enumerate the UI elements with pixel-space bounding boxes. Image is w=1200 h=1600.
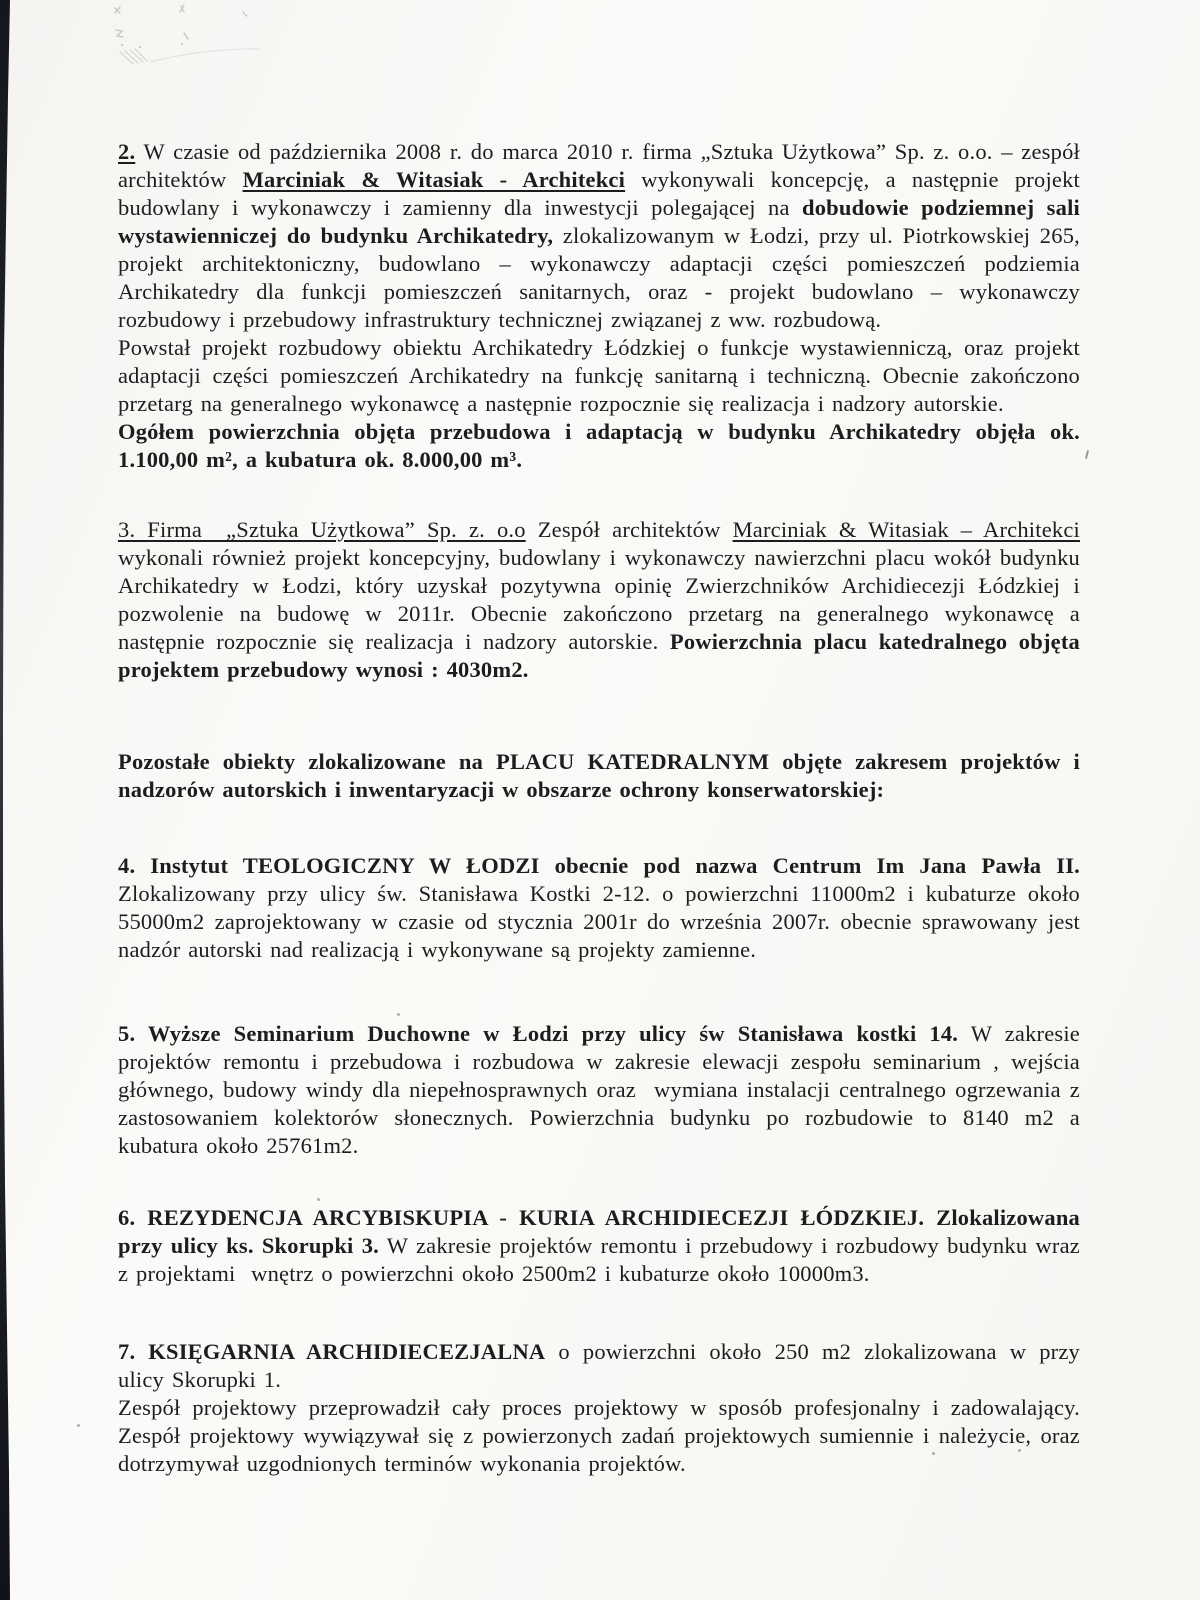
- item-6: [118, 1204, 1088, 1288]
- text-run: wykonywali koncepcję, a następnie projekt budowlany i wykonawczy i zamienny dla inwestycji polegającej na: [118, 167, 1088, 220]
- text-run: Marciniak & Witasiak – Architekci: [732, 517, 1080, 542]
- text-run: W czasie od października 2008 r. do marca 2010 r. firma „Sztuka Użytkowa” Sp. z. o.o. – zespół architektów: [118, 139, 1088, 192]
- document-body: [118, 138, 1088, 1478]
- item-2: [118, 138, 1088, 334]
- text-run: Powierzchnia placu katedralnego objęta projektem przebudowy wynosi : 4030m2.: [118, 629, 1088, 682]
- text-run: dobudowie podziemnej sali wystawienniczej do budynku Archikatedry,: [118, 195, 1088, 248]
- text-run: 7. KSIĘGARNIA ARCHIDIECEZJALNA: [118, 1339, 546, 1364]
- text-run: 4. Instytut TEOLOGICZNY W ŁODZI obecnie pod nazwa Centrum Im Jana Pawła II.: [118, 853, 1080, 878]
- text-run: Pozostałe obiekty zlokalizowane na PLACU KATEDRALNYM objęte zakresem projektów i nadzorów autorskich i inwentaryzacji w obszarze ochrony konserwatorskiej:: [118, 749, 1088, 802]
- scan-speck: [77, 1424, 80, 1427]
- text-run: Zespół architektów: [525, 517, 733, 542]
- pencil-marks-artifact: [80, 0, 300, 80]
- scanner-edge-artifact: [0, 0, 14, 1600]
- scan-speck: [1085, 450, 1089, 459]
- item-4: [118, 852, 1088, 964]
- scan-speck: [932, 1452, 935, 1455]
- text-run: Ogółem powierzchnia objęta przebudowa i adaptacją w budynku Archikatedry objęła ok. 1.100,00 m², a kubatura ok. 8.000,00 m³.: [118, 419, 1088, 472]
- text-run: 3. Firma „Sztuka Użytkowa” Sp. z. o.o: [118, 517, 526, 542]
- text-run: 6. REZYDENCJA ARCYBISKUPIA - KURIA ARCHIDIECEZJI ŁÓDZKIEJ. Zlokalizowana przy ulicy ks. Skorupki 3.: [118, 1205, 1088, 1258]
- text-run: zlokalizowanym w Łodzi, przy ul. Piotrkowskiej 265, projekt architektoniczny, budowlano – wykonawczy adaptacji części pomieszczeń podziemia Archikatedry dla funkcji pomieszczeń sanitarnych, oraz - projekt budowlano – wykonawczy rozbudowy i przebudowy infrastruktury technicznej związanej z ww. rozbudową.: [118, 223, 1088, 332]
- item-7: [118, 1338, 1088, 1394]
- text-run: Powstał projekt rozbudowy obiektu Archikatedry Łódzkiej o funkcje wystawienniczą, oraz projekt adaptacji części pomieszczeń Archikatedry na funkcję sanitarną i techniczną. Obecnie zakończono przetarg na generalnego wykonawcę a następnie rozpocznie się realizacja i nadzory autorskie.: [118, 335, 1088, 416]
- placu-katedralnym-heading: [118, 748, 1088, 804]
- text-run: 2.: [118, 139, 136, 164]
- scan-speck: [397, 1013, 400, 1016]
- scan-speck: [317, 1198, 320, 1201]
- text-run: Zlokalizowany przy ulicy św. Stanisława Kostki 2-12. o powierzchni 11000m2 i kubaturze około 55000m2 zaprojektowany w czasie od stycznia 2001r do września 2007r. obecnie sprawowany jest nadzór autorski nad realizacją i wykonywane są projekty zamienne.: [118, 853, 1088, 962]
- scan-speck: [1018, 1449, 1021, 1452]
- text-run: o powierzchni około 250 m2 zlokalizowana w przy ulicy Skorupki 1.: [118, 1339, 1088, 1392]
- text-run: W zakresie projektów remontu i przebudowy i rozbudowy budynku wraz z projektami wnętrz o powierzchni około 2500m2 i kubaturze około 10000m3.: [118, 1233, 1088, 1286]
- item-3: [118, 516, 1088, 684]
- text-run: wykonali również projekt koncepcyjny, budowlany i wykonawczy nawierzchni placu wokół budynku Archikatedry w Łodzi, który uzyskał pozytywna opinię Zwierzchników Archidiecezji Łódzkiej i pozwolenie na budowę w 2011r. Obecnie zakończono przetarg na generalnego wykonawcę a następnie rozpocznie się realizacja i nadzory autorskie.: [118, 517, 1088, 654]
- text-run: Zespół projektowy przeprowadził cały proces projektowy w sposób profesjonalny i zadowalający. Zespół projektowy wywiązywał się z powierzonych zadań projektowych sumiennie i należycie, oraz dotrzymywał uzgodnionych terminów wykonania projektów.: [118, 1395, 1088, 1476]
- item-2-continuation: [118, 334, 1088, 418]
- text-run: W zakresie projektów remontu i przebudowa i rozbudowa w zakresie elewacji zespołu seminarium , wejścia głównego, budowy windy dla niepełnosprawnych oraz wymiana instalacji centralnego ogrzewania z zastosowaniem kolektorów słonecznych. Powierzchnia budynku po rozbudowie to 8140 m2 a kubatura około 25761m2.: [118, 1021, 1088, 1158]
- closing-remarks: [118, 1394, 1088, 1478]
- text-run: 5. Wyższe Seminarium Duchowne w Łodzi przy ulicy św Stanisława kostki 14.: [118, 1021, 959, 1046]
- item-5: [118, 1020, 1088, 1160]
- item-2-summary: [118, 418, 1088, 474]
- text-run: Marciniak & Witasiak - Architekci: [242, 167, 626, 192]
